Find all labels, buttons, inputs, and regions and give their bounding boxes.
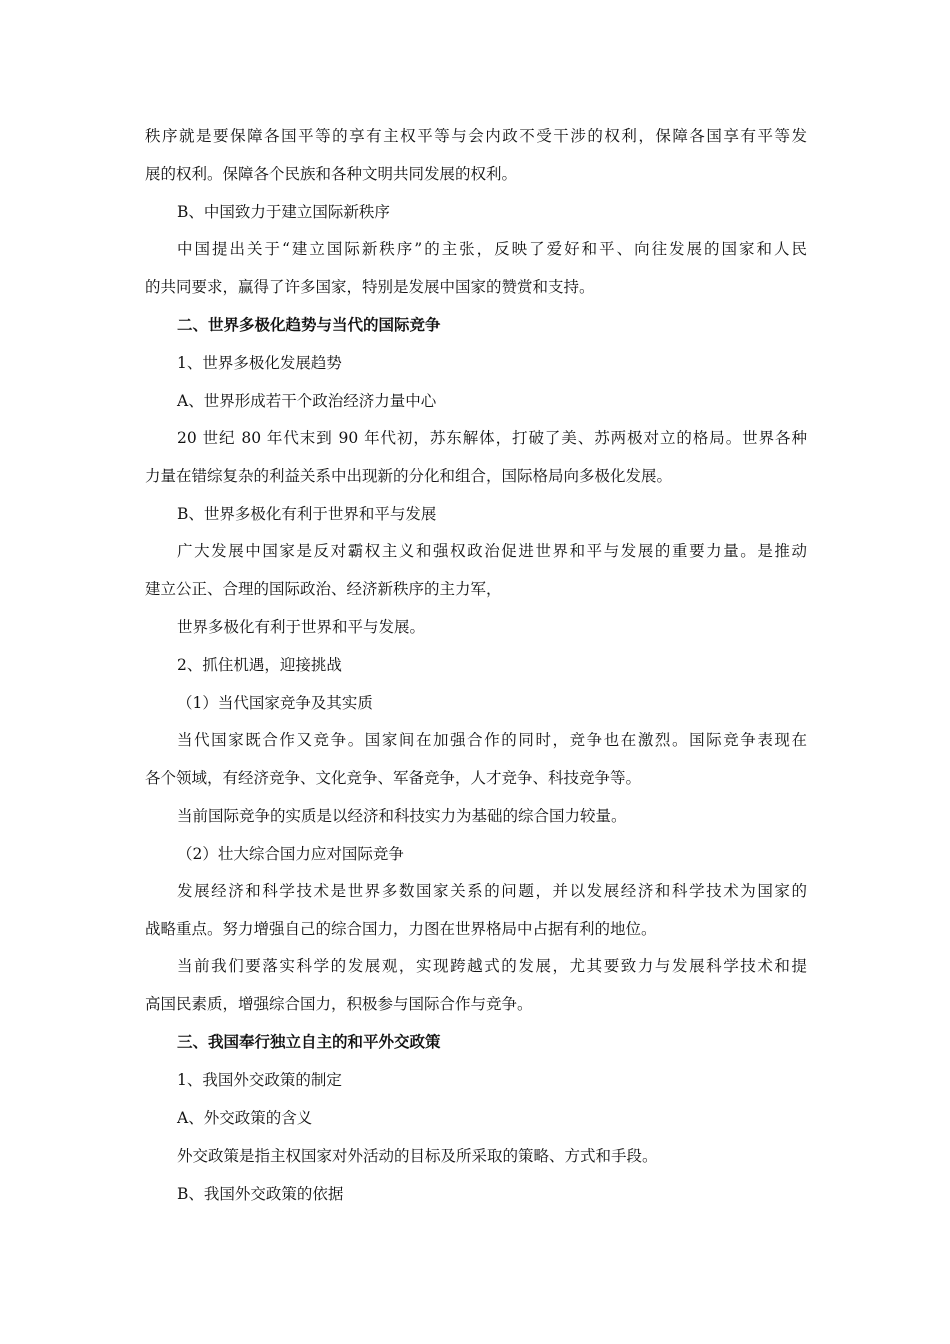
paragraph (145, 646, 807, 684)
text-line: 发展经济和科学技术是世界多数国家关系的问题，并以发展经济和科学技术为国家的 (177, 882, 807, 900)
text-line: 各个领域，有经济竞争、文化竞争、军备竞争，人才竞争、科技竞争等。 (145, 769, 642, 787)
paragraph (145, 231, 807, 306)
text-line: B、我国外交政策的依据 (177, 1185, 344, 1203)
text-line: 20 世纪 80 年代末到 90 年代初，苏东解体，打破了美、苏两极对立的格局。世界各种 (177, 429, 807, 447)
text-line: 广大发展中国家是反对霸权主义和强权政治促进世界和平与发展的重要力量。是推动 (177, 542, 807, 560)
paragraph (145, 1137, 807, 1175)
text-line: 力量在错综复杂的利益关系中出现新的分化和组合，国际格局向多极化发展。 (145, 467, 673, 485)
text-line: （2）壮大综合国力应对国际竞争 (177, 845, 404, 863)
text-line: B、中国致力于建立国际新秩序 (177, 203, 390, 221)
paragraph (145, 382, 807, 420)
paragraph (145, 1175, 807, 1213)
text-line: 1、我国外交政策的制定 (177, 1071, 342, 1089)
text-line: 三、我国奉行独立自主的和平外交政策 (177, 1032, 441, 1051)
paragraph (145, 948, 807, 1023)
paragraph (145, 1099, 807, 1137)
paragraph (145, 533, 807, 608)
text-line: B、世界多极化有利于世界和平与发展 (177, 505, 437, 523)
text-line: A、世界形成若干个政治经济力量中心 (177, 392, 437, 410)
paragraph (145, 118, 807, 193)
section-heading (145, 1023, 807, 1061)
text-line: 展的权利。保障各个民族和各种文明共同发展的权利。 (145, 165, 518, 183)
text-line: 建立公正、合理的国际政治、经济新秩序的主力军， (145, 580, 502, 598)
section-heading (145, 306, 807, 344)
paragraph (145, 797, 807, 835)
paragraph (145, 835, 807, 873)
paragraph (145, 344, 807, 382)
text-line: 当前国际竞争的实质是以经济和科技实力为基础的综合国力较量。 (177, 807, 627, 825)
text-line: 世界多极化有利于世界和平与发展。 (177, 618, 426, 636)
paragraph (145, 722, 807, 797)
text-line: 战略重点。努力增强自己的综合国力，力图在世界格局中占据有利的地位。 (145, 920, 657, 938)
text-line: 当代国家既合作又竞争。国家间在加强合作的同时，竞争也在激烈。国际竞争表现在 (177, 731, 807, 749)
text-line: A、外交政策的含义 (177, 1109, 313, 1127)
text-line: 二、世界多极化趋势与当代的国际竞争 (177, 315, 441, 334)
text-line: （1）当代国家竞争及其实质 (177, 694, 373, 712)
text-line: 中国提出关于“建立国际新秩序”的主张，反映了爱好和平、向往发展的国家和人民 (177, 240, 807, 258)
paragraph (145, 193, 807, 231)
text-line: 外交政策是指主权国家对外活动的目标及所采取的策略、方式和手段。 (177, 1147, 658, 1165)
paragraph (145, 608, 807, 646)
text-line: 1、世界多极化发展趋势 (177, 354, 342, 372)
paragraph (145, 1061, 807, 1099)
document-page (145, 118, 807, 1213)
paragraph (145, 420, 807, 495)
text-line: 的共同要求，赢得了许多国家，特别是发展中国家的赞赏和支持。 (145, 278, 595, 296)
text-line: 2、抓住机遇，迎接挑战 (177, 656, 342, 674)
paragraph (145, 684, 807, 722)
paragraph (145, 495, 807, 533)
text-line: 当前我们要落实科学的发展观，实现跨越式的发展，尤其要致力与发展科学技术和提 (177, 957, 807, 975)
paragraph (145, 873, 807, 948)
text-line: 秩序就是要保障各国平等的享有主权平等与会内政不受干涉的权利，保障各国享有平等发 (145, 127, 807, 145)
text-line: 高国民素质，增强综合国力，积极参与国际合作与竞争。 (145, 995, 533, 1013)
